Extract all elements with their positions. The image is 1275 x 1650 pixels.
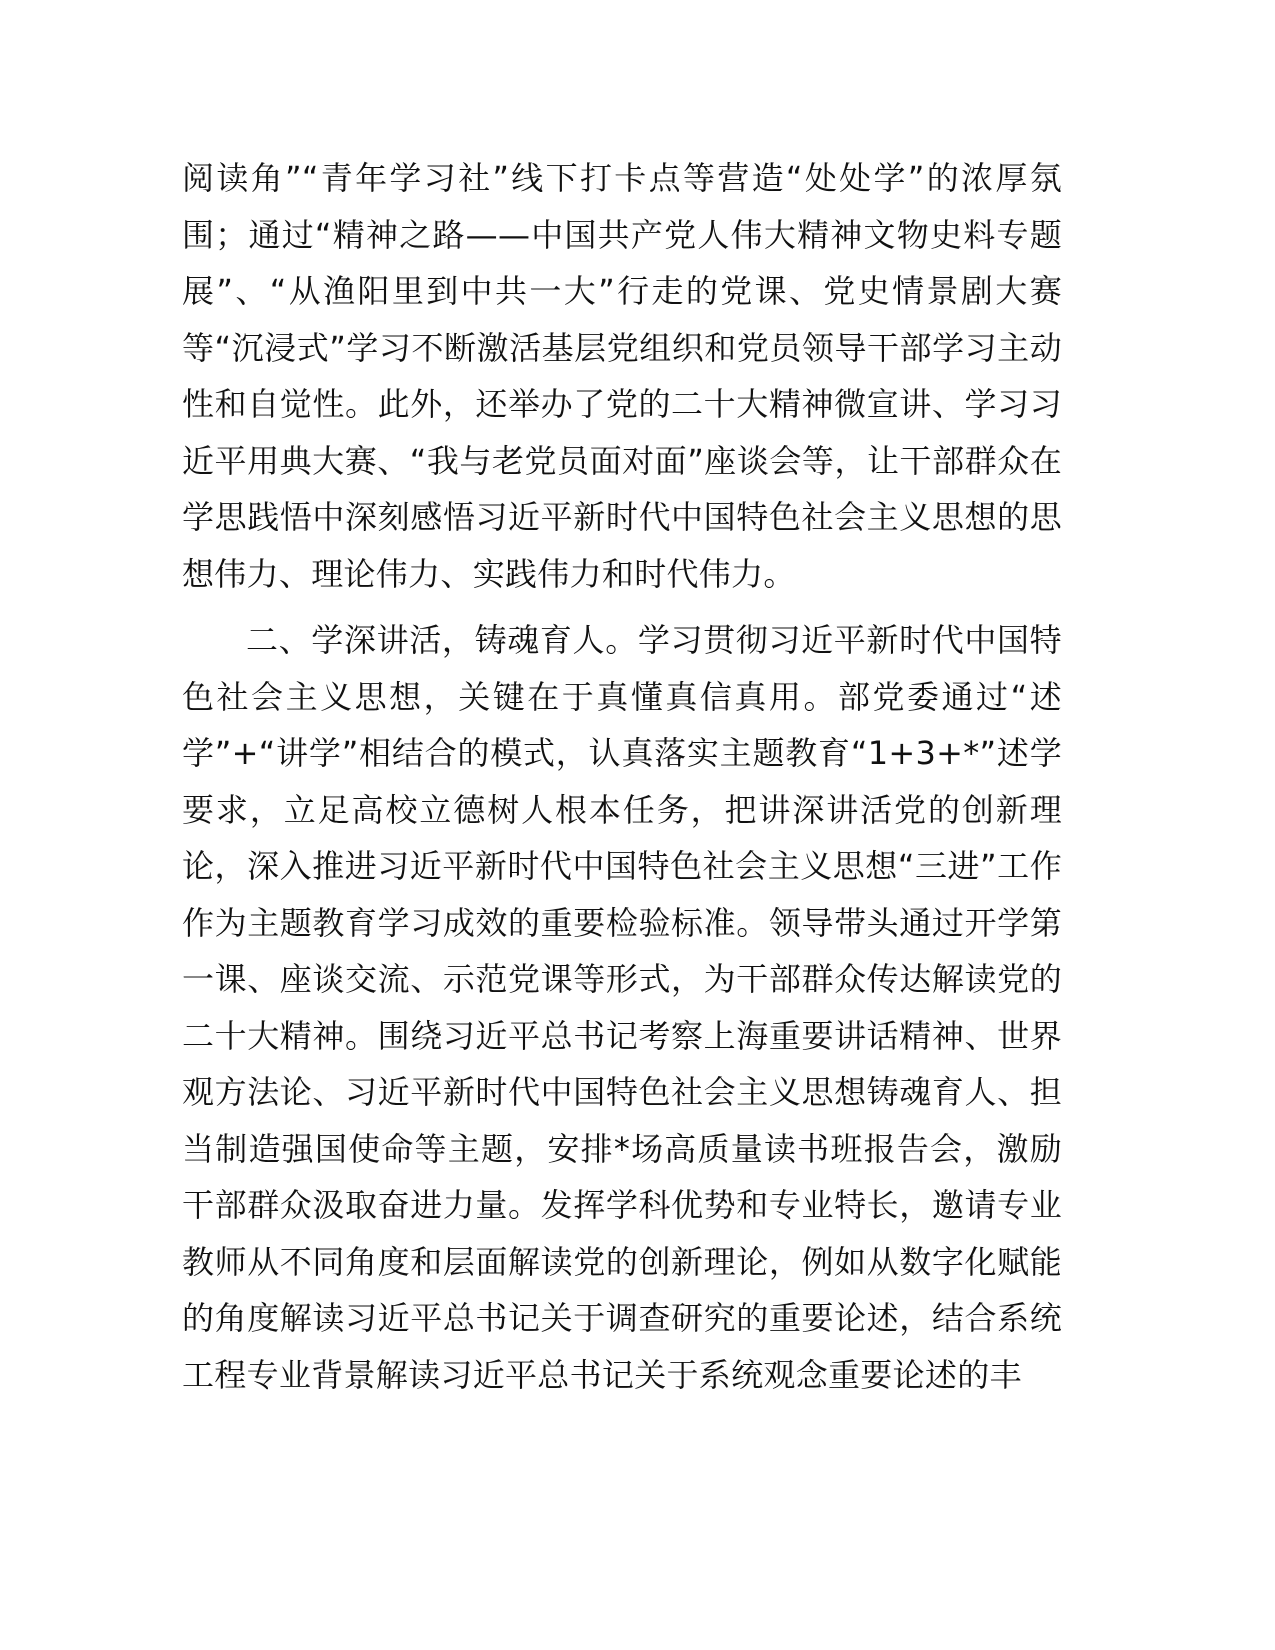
- paragraph-section-two: 二、学深讲活，铸魂育人。学习贯彻习近平新时代中国特色社会主义思想，关键在于真懂真信真用。部党委通过“述学”+“讲学”相结合的模式，认真落实主题教育“1+3+*”述学要求，立足高校立德树人根本任务，把讲深讲活党的创新理论，深入推进习近平新时代中国特色社会主义思想“三进”工作作为主题教育学习成效的重要检验标准。领导带头通过开学第一课、座谈交流、示范党课等形式，为干部群众传达解读党的二十大精神。围绕习近平总书记考察上海重要讲话精神、世界观方法论、习近平新时代中国特色社会主义思想铸魂育人、担当制造强国使命等主题，安排*场高质量读书班报告会，激励干部群众汲取奋进力量。发挥学科优势和专业特长，邀请专业教师从不同角度和层面解读党的创新理论，例如从数字化赋能的角度解读习近平总书记关于调查研究的重要论述，结合系统工程专业背景解读习近平总书记关于系统观念重要论述的丰: [182, 621, 1062, 1394]
- paragraph-continued: 阅读角”“青年学习社”线下打卡点等营造“处处学”的浓厚氛围；通过“精神之路——中国共产党人伟大精神文物史料专题展”、“从渔阳里到中共一大”行走的党课、党史情景剧大赛等“沉浸式”学习不断激活基层党组织和党员领导干部学习主动性和自觉性。此外，还举办了党的二十大精神微宣讲、学习习近平用典大赛、“我与老党员面对面”座谈会等，让干部群众在学思践悟中深刻感悟习近平新时代中国特色社会主义思想的思想伟力、理论伟力、实践伟力和时代伟力。: [182, 159, 1062, 593]
- document-body: [182, 150, 1062, 1403]
- paragraph-gap: [182, 602, 1062, 612]
